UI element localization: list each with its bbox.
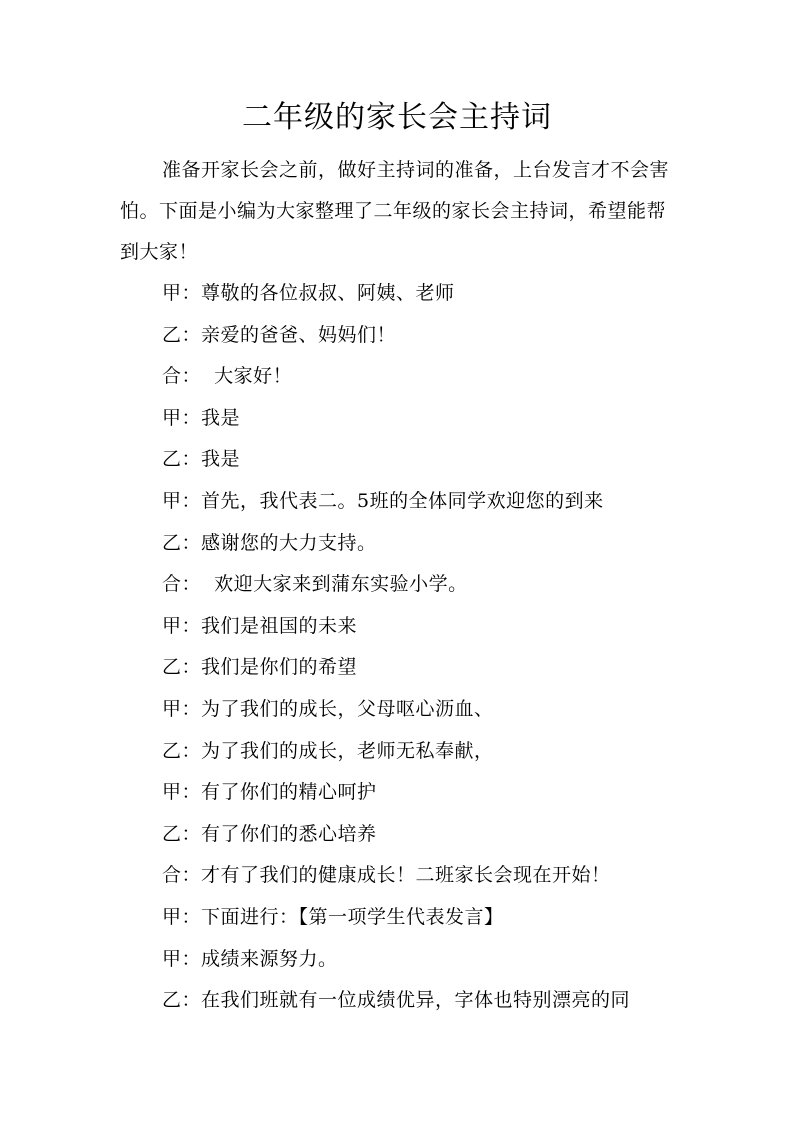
dialogue-line: 乙：在我们班就有一位成绩优异，字体也特别漂亮的同 (162, 989, 631, 1012)
dialogue-line: 乙：我是 (162, 448, 241, 471)
dialogue-line: 乙：我们是你们的希望 (162, 656, 358, 679)
dialogue-line: 乙：亲爱的爸爸、妈妈们！ (162, 323, 397, 346)
dialogue-line: 甲：首先，我代表二。5班的全体同学欢迎您的到来 (162, 489, 604, 512)
dialogue-line: 甲：我是 (162, 406, 241, 429)
document-body (120, 150, 680, 1022)
dialogue-line: 合： 大家好！ (162, 365, 293, 388)
dialogue-line: 乙：感谢您的大力支持。 (162, 531, 377, 554)
dialogue-line: 乙：有了你们的悉心培养 (162, 822, 377, 845)
dialogue-line: 甲：尊敬的各位叔叔、阿姨、老师 (162, 282, 455, 304)
dialogue-line: 合： 欢迎大家来到蒲东实验小学。 (162, 573, 468, 596)
document-title: 二年级的家长会主持词 (242, 100, 552, 135)
dialogue-line: 甲：我们是祖国的未来 (162, 614, 358, 637)
intro-paragraph: 准备开家长会之前，做好主持词的准备，上台发言才不会害怕。下面是小编为大家整理了二年级的家长会主持词，希望能帮到大家！ (120, 159, 670, 263)
dialogue-line: 甲：有了你们的精心呵护 (162, 781, 377, 804)
dialogue-line: 甲：下面进行：【第一项学生代表发言】 (162, 905, 504, 928)
dialogue-line: 乙：为了我们的成长，老师无私奉献， (162, 739, 494, 762)
dialogue-line: 甲：为了我们的成长，父母呕心沥血、 (162, 697, 494, 720)
dialogue-line: 甲：成绩来源努力。 (162, 947, 338, 970)
dialogue-line: 合：才有了我们的健康成长！二班家长会现在开始！ (162, 864, 611, 887)
